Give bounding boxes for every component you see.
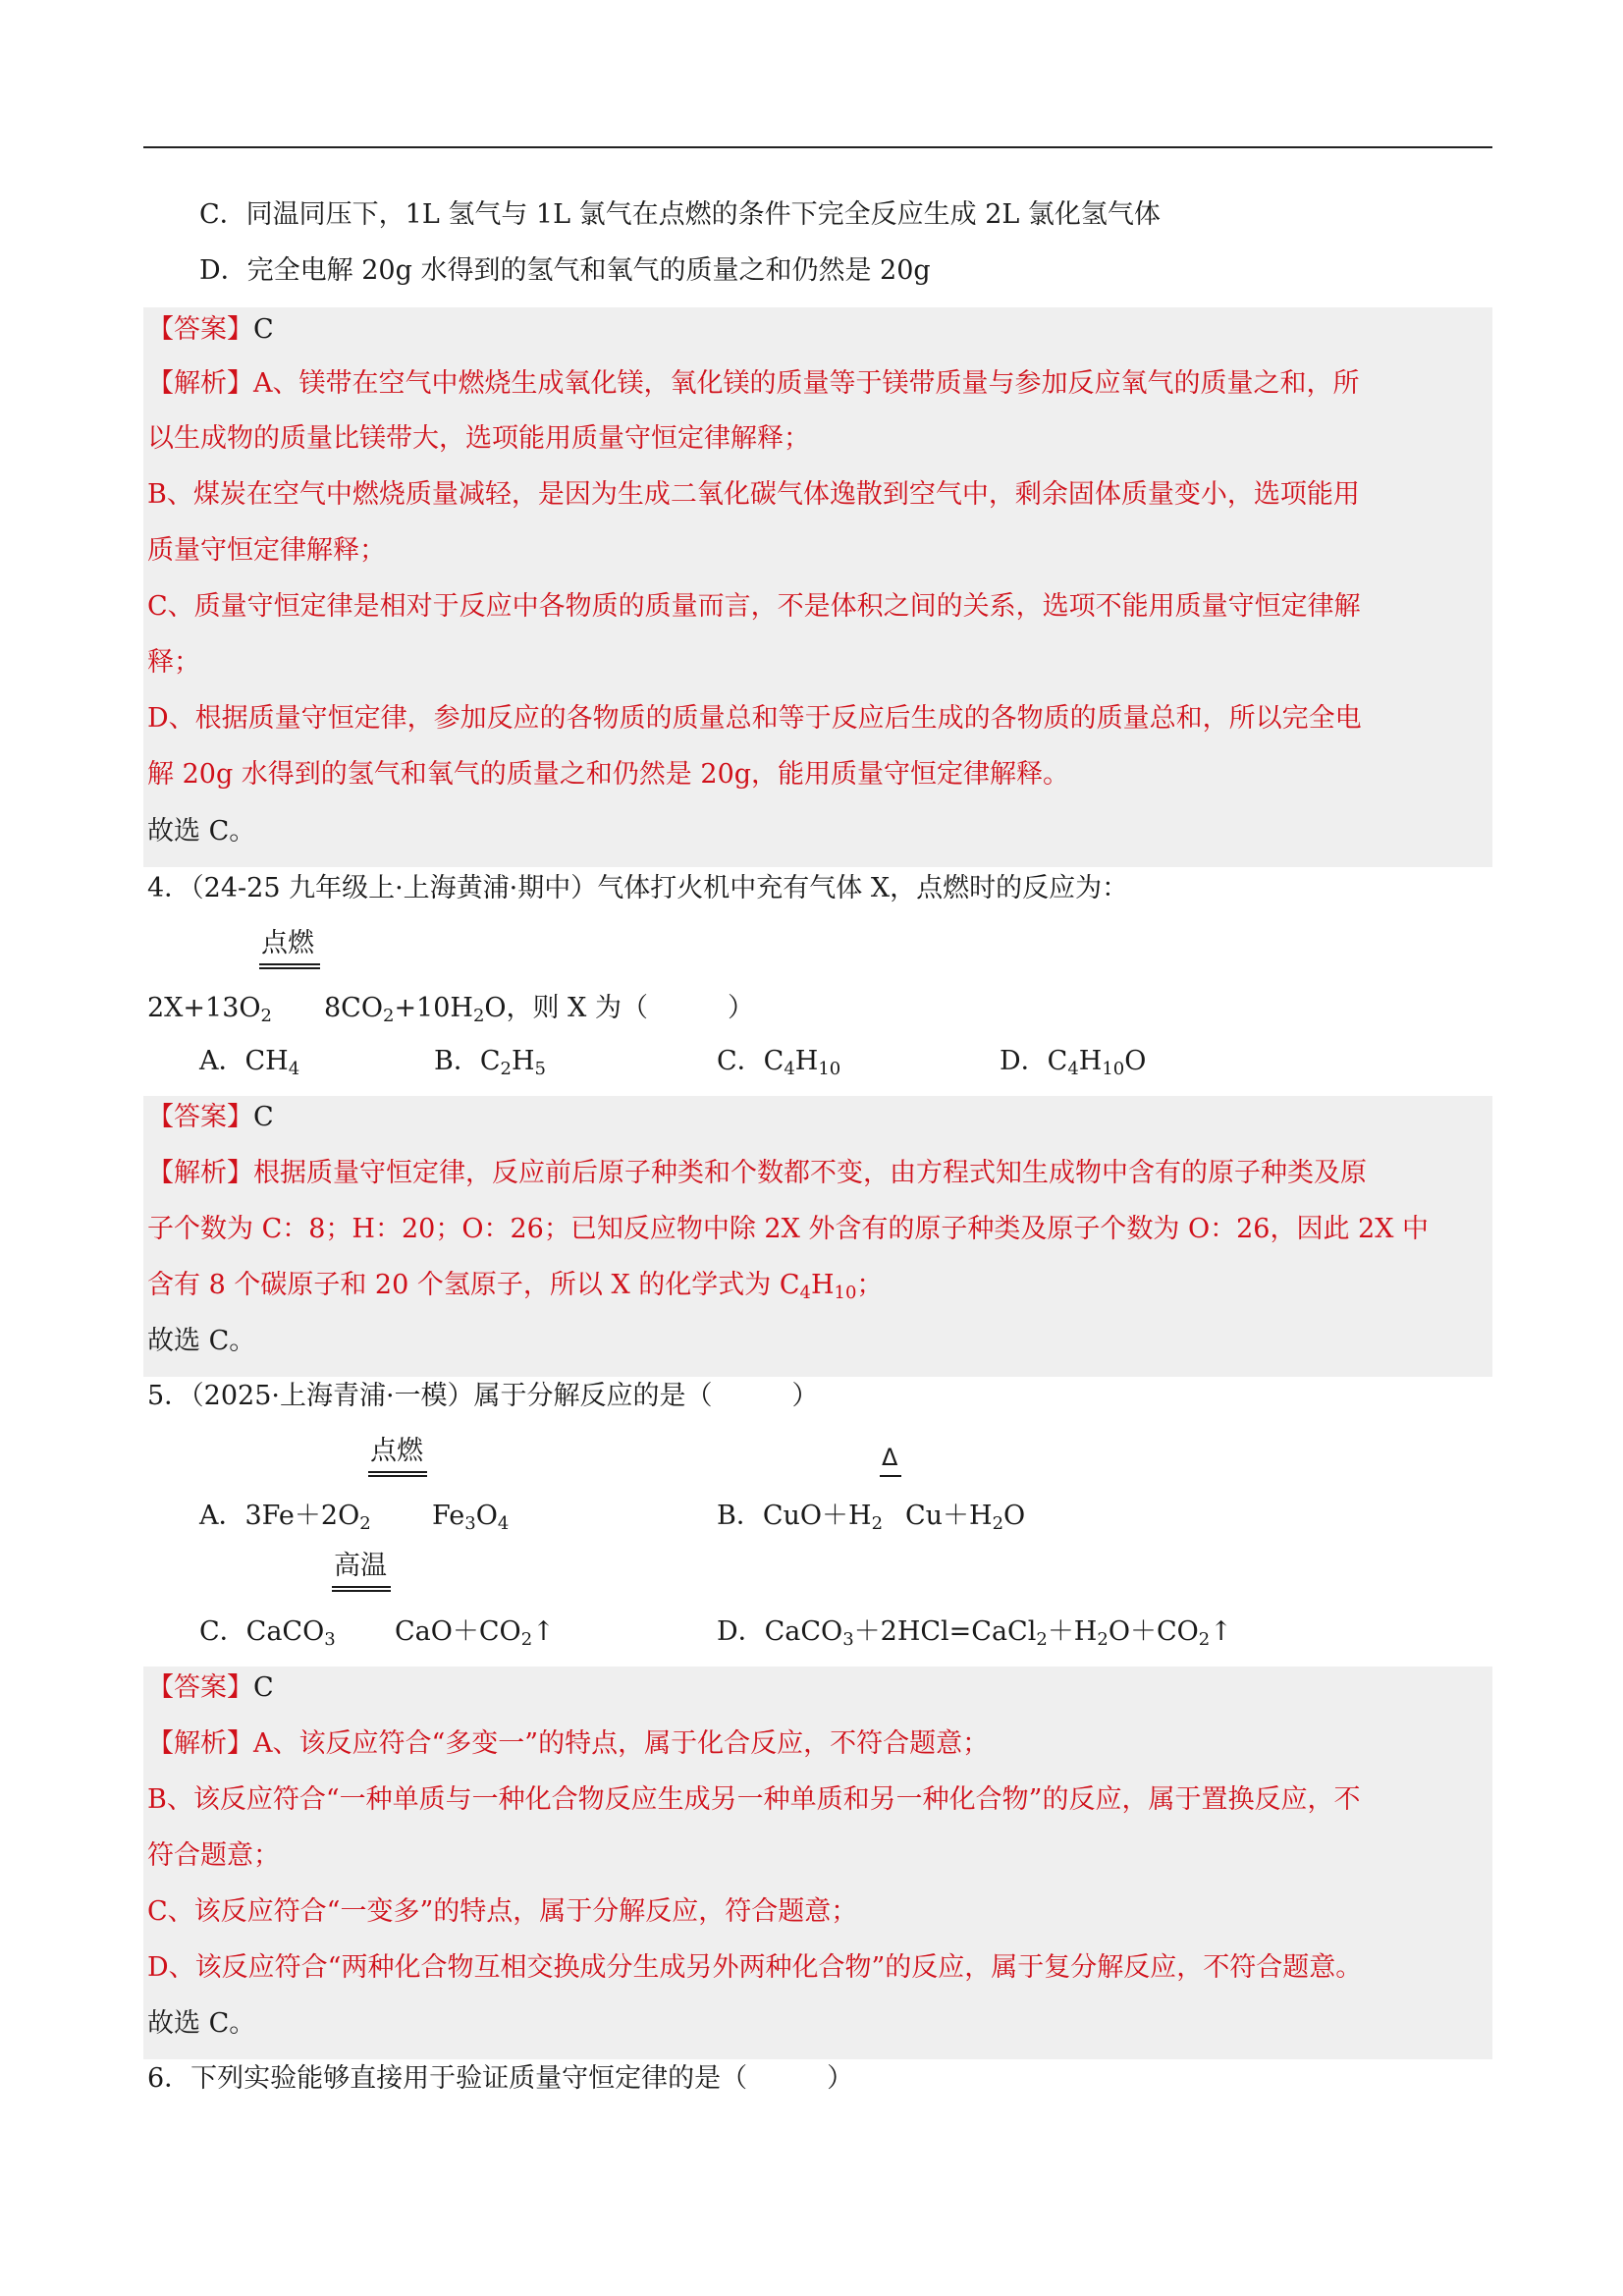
reaction-condition-q4: 点燃 bbox=[261, 928, 314, 958]
analysis-line-q5-2: B、该反应符合“一种单质与一种化合物反应生成另一种单质和另一种化合物”的反应，属于置换反应，不 bbox=[147, 1784, 1361, 1815]
option-c-q4: C．$C_4H_{10}$ bbox=[717, 1046, 841, 1079]
reaction-condition-q5-a: 点燃 bbox=[370, 1436, 423, 1466]
header-rule bbox=[143, 146, 1492, 148]
analysis-line-q5-4: C、该反应符合“一变多”的特点，属于分解反应，符合题意； bbox=[147, 1896, 858, 1927]
question-6-stem: 6．下列实验能够直接用于验证质量守恒定律的是（ ） bbox=[147, 2063, 854, 2094]
analysis-line-q3-8: 解 20g 水得到的氢气和氧气的质量之和仍然是 20g，能用质量守恒定律解释。 bbox=[147, 759, 1070, 790]
analysis-line-q5-5: D、该反应符合“两种化合物互相交换成分生成另外两种化合物”的反应，属于复分解反应，不符合题意。 bbox=[147, 1952, 1363, 1983]
analysis-line-q4-3: 含有 8 个碳原子和 20 个氢原子，所以 X 的化学式为 $C_4H_{10}$； bbox=[147, 1270, 884, 1303]
question-4-stem: 4．（24-25 九年级上·上海黄浦·期中）气体打火机中充有气体 X，点燃时的反应为： bbox=[147, 873, 1129, 903]
equal-sign-q4 bbox=[259, 963, 320, 969]
conclusion-q5: 故选 C。 bbox=[147, 2008, 256, 2039]
equation-left-q4: $2X+13O_2$ bbox=[147, 993, 272, 1026]
equation-right-q4: $8CO_2+10H_2O$，则 X 为（ ） bbox=[324, 993, 754, 1026]
answer-line-q4: 【答案】C bbox=[147, 1102, 274, 1132]
option-d-q5: D．$CaCO_3+2HCl=CaCl_2+H_2O+CO_2↑$ bbox=[717, 1616, 1232, 1650]
analysis-line-q3-6: 释； bbox=[147, 647, 200, 678]
analysis-line-q4-1: 【解析】根据质量守恒定律，反应前后原子种类和个数都不变，由方程式知生成物中含有的原子种类及原 bbox=[147, 1158, 1367, 1188]
analysis-line-q3-2: 以生成物的质量比镁带大，选项能用质量守恒定律解释； bbox=[147, 423, 810, 454]
analysis-line-q3-5: C、质量守恒定律是相对于反应中各物质的质量而言，不是体积之间的关系，选项不能用质量守恒定律解 bbox=[147, 591, 1361, 622]
equal-sign-q5-b bbox=[880, 1475, 901, 1477]
option-d-q3: D．完全电解 20g 水得到的氢气和氧气的质量之和仍然是 20g bbox=[199, 255, 931, 286]
analysis-line-q3-4: 质量守恒定律解释； bbox=[147, 535, 386, 566]
equal-sign-q5-c bbox=[332, 1586, 391, 1592]
analysis-line-q3-3: B、煤炭在空气中燃烧质量减轻，是因为生成二氧化碳气体逸散到空气中，剩余固体质量变小，选项能用 bbox=[147, 479, 1360, 510]
option-b-q5-left: B．$CuO+H_2$ bbox=[717, 1501, 884, 1534]
option-a-q4: A．$CH_4$ bbox=[199, 1046, 300, 1079]
conclusion-q4: 故选 C。 bbox=[147, 1326, 256, 1356]
analysis-line-q5-3: 符合题意； bbox=[147, 1840, 280, 1871]
analysis-line-q5-1: 【解析】A、该反应符合“多变一”的特点，属于化合反应，不符合题意； bbox=[147, 1728, 990, 1759]
option-c-q5-right: $CaO+CO_2↑$ bbox=[395, 1616, 555, 1650]
option-a-q5-left: A．$3Fe+2O_2$ bbox=[199, 1501, 371, 1534]
analysis-line-q3-7: D、根据质量守恒定律，参加反应的各物质的质量总和等于反应后生成的各物质的质量总和，所以完全电 bbox=[147, 703, 1362, 734]
equal-sign-q5-a bbox=[368, 1471, 427, 1477]
answer-line-q5: 【答案】C bbox=[147, 1672, 274, 1703]
option-b-q5-right: $Cu+H_2O$ bbox=[905, 1501, 1026, 1534]
conclusion-q3: 故选 C。 bbox=[147, 816, 256, 847]
reaction-condition-q5-b: Δ bbox=[882, 1444, 898, 1471]
answer-line-q3: 【答案】C bbox=[147, 314, 274, 345]
option-d-q4: D．$C_4H_{10}O$ bbox=[1000, 1046, 1147, 1079]
analysis-line-q3-1: 【解析】A、镁带在空气中燃烧生成氧化镁，氧化镁的质量等于镁带质量与参加反应氧气的质量之和，所 bbox=[147, 368, 1360, 399]
option-c-q3: C．同温同压下，1L 氢气与 1L 氯气在点燃的条件下完全反应生成 2L 氯化氢气体 bbox=[199, 199, 1161, 230]
reaction-condition-q5-c: 高温 bbox=[334, 1551, 387, 1581]
option-b-q4: B．$C_2H_5$ bbox=[434, 1046, 546, 1079]
option-c-q5-left: C．CaCO$_3$ bbox=[199, 1616, 336, 1650]
question-5-stem: 5．（2025·上海青浦·一模）属于分解反应的是（ ） bbox=[147, 1381, 819, 1411]
option-a-q5-right: $Fe_3O_4$ bbox=[432, 1501, 510, 1534]
analysis-line-q4-2: 子个数为 C：8；H：20；O：26；已知反应物中除 2X 外含有的原子种类及原子个数为 O：26，因此 2X 中 bbox=[147, 1214, 1430, 1244]
